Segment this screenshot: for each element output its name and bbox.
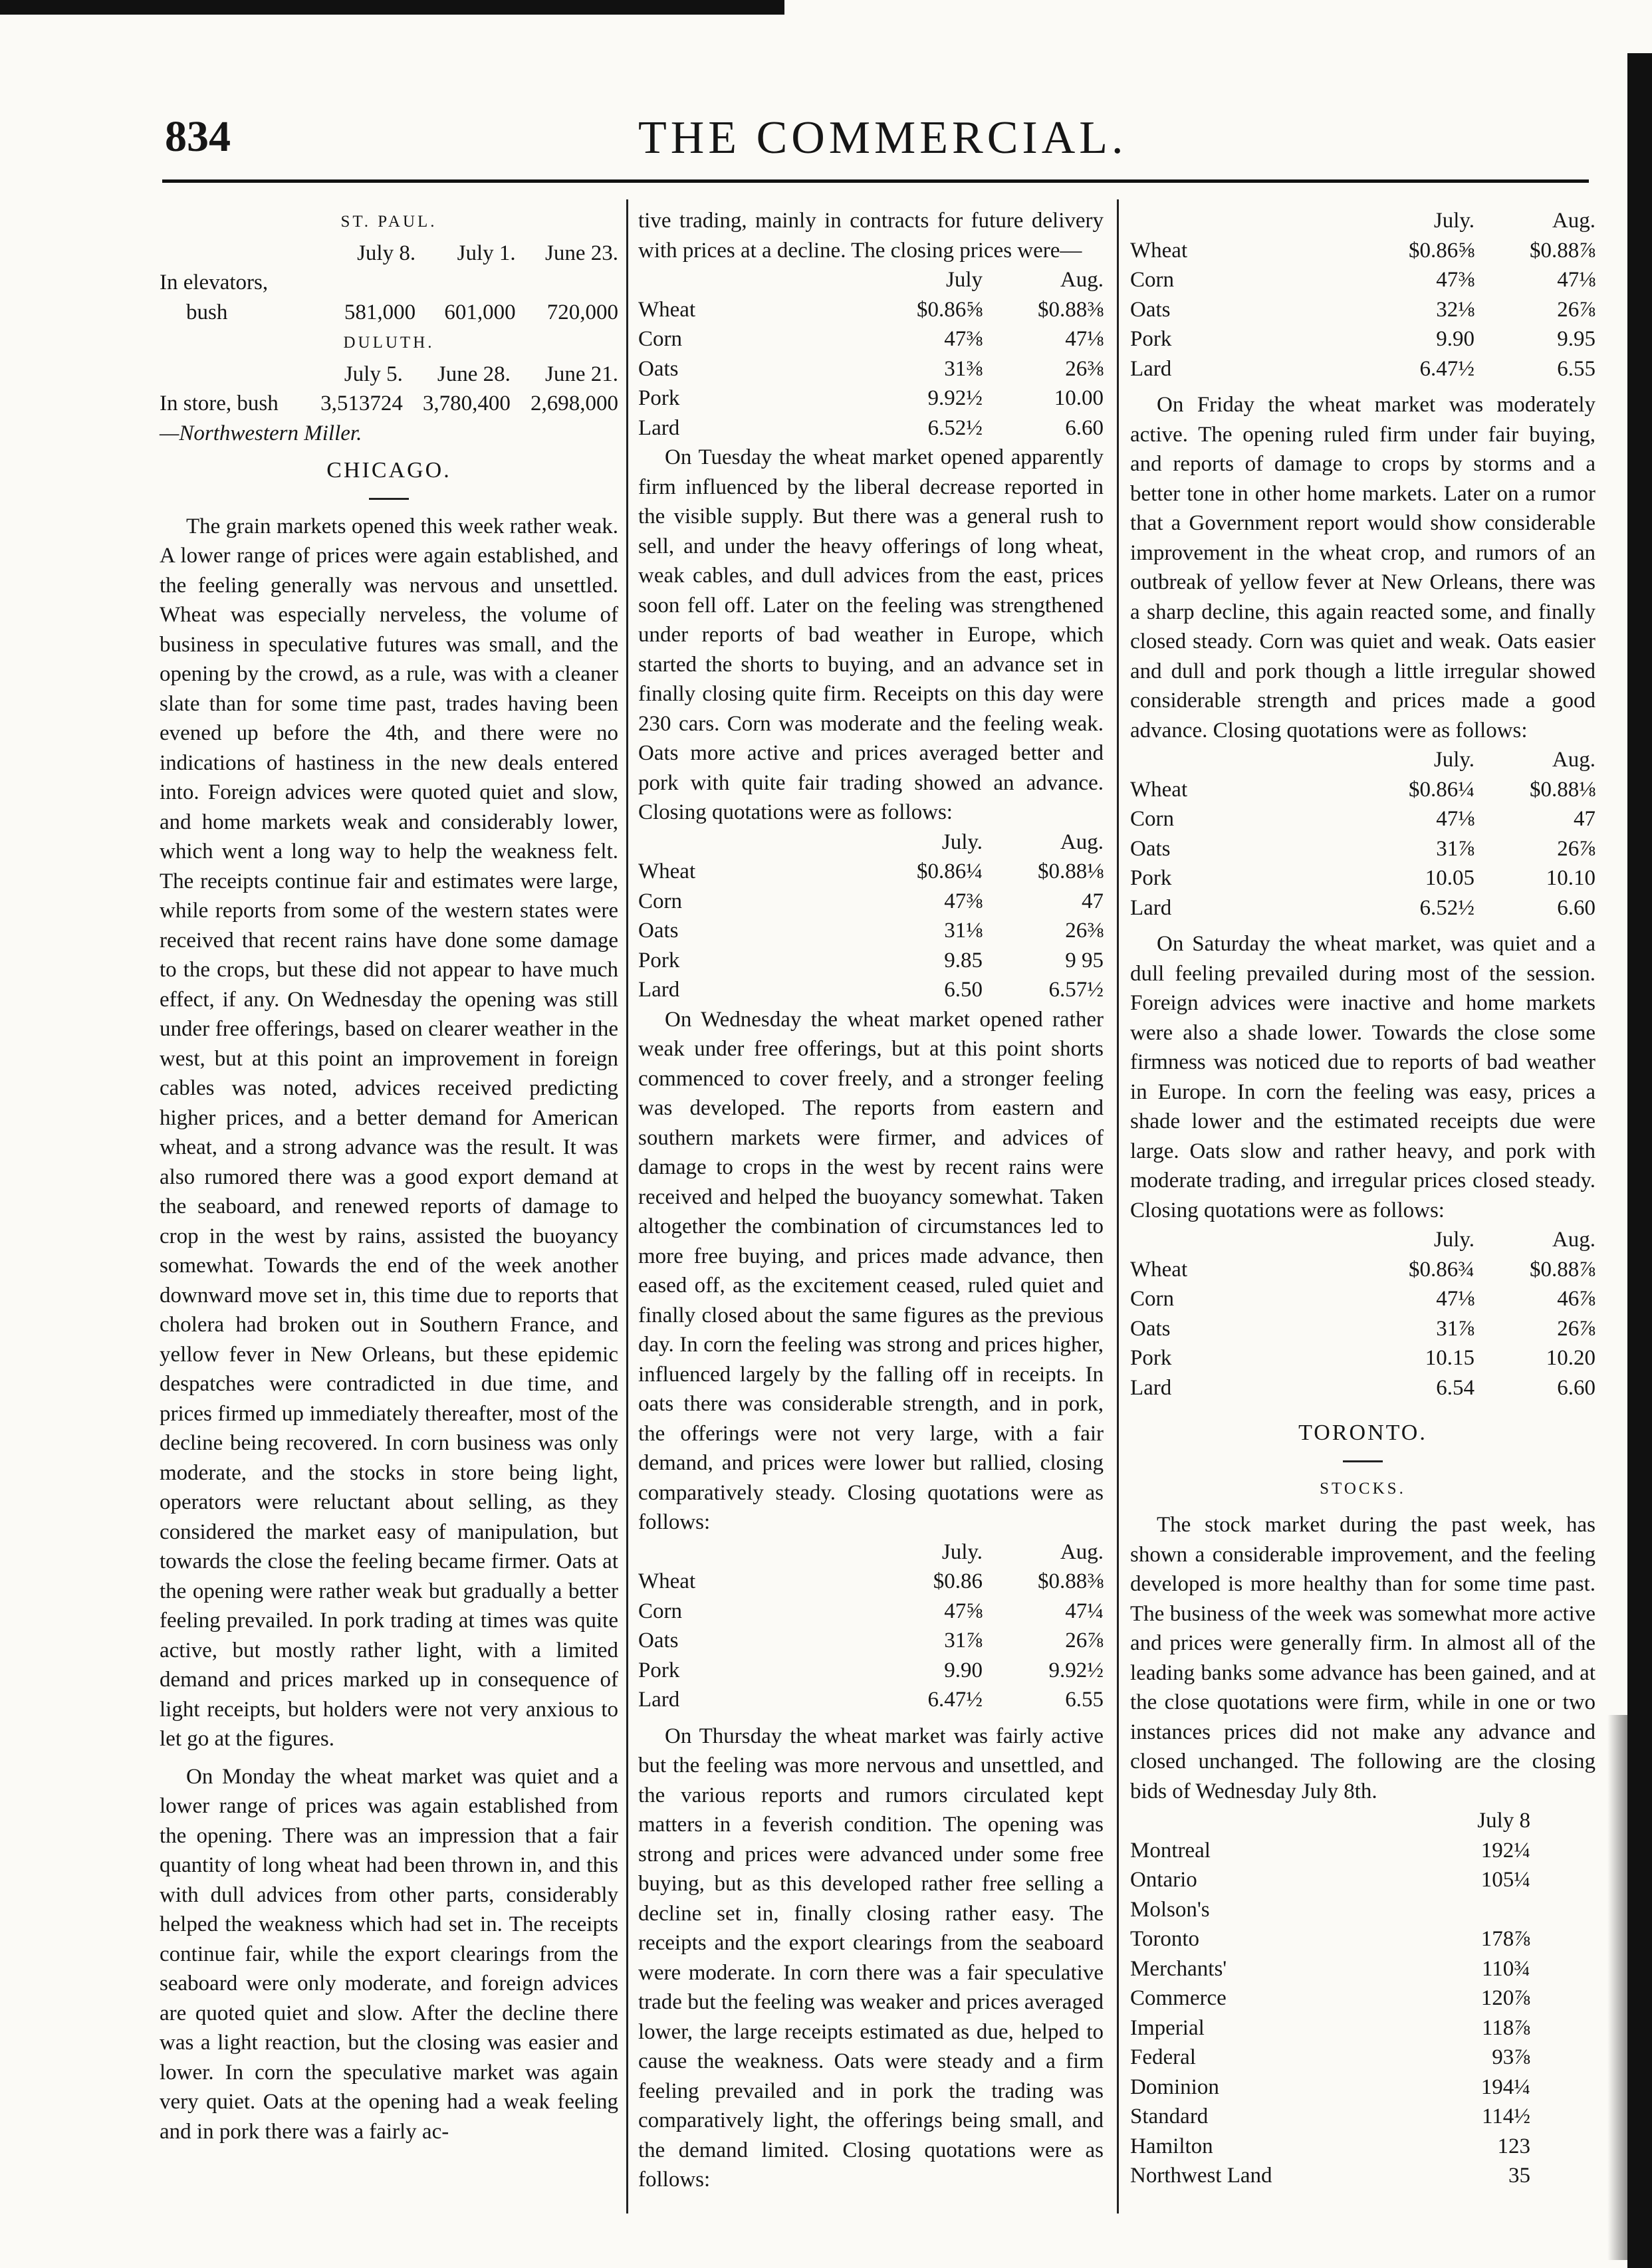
table-row bbox=[1130, 1984, 1595, 2013]
aug-price: 47 bbox=[1574, 807, 1595, 831]
table-row bbox=[1130, 834, 1595, 864]
table-row bbox=[1130, 324, 1595, 354]
stpaul-heading: ST. PAUL. bbox=[340, 213, 437, 231]
table-row bbox=[638, 1597, 1104, 1627]
july-price: $0.86⅝ bbox=[1409, 238, 1475, 263]
table-row bbox=[638, 887, 1104, 917]
stpaul-date-3: June 23. bbox=[545, 241, 618, 265]
commodity-label: Pork bbox=[638, 948, 680, 972]
aug-price: 9.95 bbox=[1557, 327, 1595, 351]
july-price: 6.50 bbox=[944, 978, 983, 1002]
july-price: $0.86⅝ bbox=[917, 297, 983, 322]
bank-name: Toronto bbox=[1130, 1927, 1200, 1951]
table-row bbox=[1130, 295, 1595, 325]
duluth-heading: DULUTH. bbox=[343, 334, 435, 352]
table-row bbox=[1130, 2132, 1595, 2162]
right-edge-bar bbox=[1627, 53, 1652, 2268]
table-row bbox=[1130, 1895, 1595, 1925]
bid-price: 110¾ bbox=[1481, 1956, 1530, 1981]
bank-name: Imperial bbox=[1130, 2015, 1205, 2040]
july-price: 9.92½ bbox=[927, 386, 983, 410]
commodity-label: Wheat bbox=[1130, 238, 1188, 263]
bank-name: Ontario bbox=[1130, 1868, 1197, 1892]
bid-price bbox=[1409, 1895, 1530, 1925]
table3-header-july: July. bbox=[941, 1539, 983, 1564]
section-rule bbox=[1343, 1460, 1383, 1462]
bank-name: Dominion bbox=[1130, 2075, 1219, 2099]
table6-header-july: July. bbox=[1433, 1228, 1475, 1252]
table-row bbox=[638, 354, 1104, 384]
stocks-heading: STOCKS. bbox=[1320, 1479, 1406, 1498]
table-row bbox=[1130, 236, 1595, 266]
july-price: 31⅞ bbox=[1436, 836, 1475, 861]
table-row bbox=[1130, 1343, 1595, 1373]
top-border-bar bbox=[0, 0, 784, 15]
table-row bbox=[1130, 1314, 1595, 1344]
july-price: 31⅜ bbox=[944, 356, 983, 381]
commodity-label: Lard bbox=[1130, 356, 1172, 381]
commodity-label: Pork bbox=[638, 1658, 680, 1682]
duluth-value-3: 2,698,000 bbox=[531, 392, 618, 415]
col3-paragraph-friday: On Friday the wheat market was moderately active. The opening ruled firm under fair buying, and reports of damage to crops by storms and a better tone in other home markets. Later on a rumor that a Government report would show considerable improvement in the wheat crop, and rumors of an outbreak of yellow fever at New Orleans, there was a sharp decline, this again reacted some, and finally closed steady. Corn was quiet and weak. Oats easier and dull and pork though a little irregular showed considerable strength and prices made a good advance. Closing quotations were as follows: bbox=[1130, 393, 1595, 742]
commodity-label: Corn bbox=[1130, 268, 1174, 292]
commodity-label: Lard bbox=[638, 978, 680, 1002]
table-row bbox=[1130, 265, 1595, 295]
duluth-date-3: June 21. bbox=[545, 362, 618, 386]
aug-price: 47⅛ bbox=[1557, 268, 1595, 292]
table-row bbox=[1130, 1373, 1595, 1403]
masthead-rule bbox=[162, 179, 1589, 183]
aug-price: $0.88⅜ bbox=[1038, 297, 1104, 322]
table-row bbox=[1130, 775, 1595, 805]
bid-price: 118⅞ bbox=[1481, 2015, 1530, 2040]
aug-price: 6.60 bbox=[1557, 1375, 1595, 1400]
commodity-label: Corn bbox=[638, 889, 682, 913]
toronto-stocks-paragraph: The stock market during the past week, has shown a considerable improvement, and the feeling developed is more healthy than for some time past. The business of the week was somewhat more active and prices were generally firm. In almost all of the leading banks some advance has been gained, and at the close quotations were firm, while in one or two instances prices did not make any advance and closed unchanged. The following are the closing bids of Wednesday July 8th. bbox=[1130, 1513, 1595, 1803]
duluth-value-2: 3,780,400 bbox=[422, 392, 511, 415]
table-row bbox=[638, 946, 1104, 976]
table1-header-july: July bbox=[945, 268, 983, 292]
bank-name: Molson's bbox=[1130, 1897, 1210, 1922]
table-row bbox=[638, 384, 1104, 413]
july-price: 6.47½ bbox=[1419, 356, 1475, 381]
col2-paragraph-1: tive trading, mainly in contracts for future delivery with prices at a decline. The closing prices were— bbox=[638, 209, 1104, 263]
commodity-label: Lard bbox=[638, 415, 680, 440]
commodity-label: Oats bbox=[1130, 297, 1171, 322]
thursday-quotes-table bbox=[1130, 206, 1595, 384]
table-row bbox=[638, 295, 1104, 325]
bank-name: Commerce bbox=[1130, 1986, 1227, 2010]
aug-price: 47⅛ bbox=[1065, 327, 1104, 351]
aug-price: $0.88⅜ bbox=[1038, 1569, 1104, 1593]
aug-price: 26⅞ bbox=[1065, 1629, 1104, 1652]
page-number: 834 bbox=[165, 112, 231, 161]
table-row bbox=[1130, 863, 1595, 893]
aug-price: $0.88⅞ bbox=[1530, 1257, 1595, 1282]
aug-price: 10.00 bbox=[1054, 386, 1104, 410]
col3-paragraph-saturday: On Saturday the wheat market, was quiet and a dull feeling prevailed during most of the session. Foreign advices were inactive and home markets were also a shade lower. Towards the close some firmness was noticed due to reports of bad weather in Europe. In corn the feeling was easy, prices a shade lower and the estimated receipts due were large. Oats slow and rather heavy, and pork with moderate trading, and irregular prices closed steady. Closing quotations were as follows: bbox=[1130, 932, 1595, 1222]
table6-header-aug: Aug. bbox=[1552, 1228, 1595, 1252]
aug-price: 6.55 bbox=[1065, 1688, 1104, 1712]
july-price: 32⅛ bbox=[1436, 297, 1475, 322]
commodity-label: Oats bbox=[1130, 1316, 1171, 1341]
bank-name: Montreal bbox=[1130, 1838, 1211, 1863]
commodity-label: Oats bbox=[638, 1629, 679, 1652]
masthead-title: THE COMMERCIAL. bbox=[638, 112, 1127, 164]
table5-header-july: July. bbox=[1433, 748, 1475, 772]
aug-price: $0.88⅛ bbox=[1038, 859, 1104, 883]
col2-paragraph-tuesday: On Tuesday the wheat market opened apparently firm influenced by the liberal decrease reported in the visible supply. But there was a general rush to sell, and under the heavy offerings of long wheat, weak cables, and dull advices from the east, prices soon fell off. Later on the feeling was strengthened under reports of bad weather in Europe, which started the shorts to buying, and an advance set in finally closing quite firm. Receipts on this day were 230 cars. Corn was moderate and the feeling weak. Oats more active and prices averaged better and pork with quite fair trading showed an advance. Closing quotations were as follows: bbox=[638, 445, 1104, 824]
table-row bbox=[638, 916, 1104, 946]
commodity-label: Corn bbox=[1130, 1287, 1174, 1311]
table2-header-july: July. bbox=[941, 830, 983, 854]
right-edge-shadow bbox=[1607, 1715, 1627, 2260]
aug-price: 6.55 bbox=[1557, 356, 1595, 381]
aug-price: 9 95 bbox=[1065, 948, 1104, 972]
aug-price: 6.60 bbox=[1065, 415, 1104, 440]
bank-name: Standard bbox=[1130, 2104, 1209, 2128]
bid-price: 105¼ bbox=[1480, 1868, 1530, 1892]
july-price: 31⅞ bbox=[1436, 1316, 1475, 1341]
bank-name: Merchants' bbox=[1130, 1956, 1227, 1981]
july-price: 10.05 bbox=[1425, 866, 1475, 890]
bid-price: 93⅞ bbox=[1492, 2045, 1530, 2069]
aug-price: 26⅞ bbox=[1557, 297, 1595, 322]
monday-quotes-table bbox=[638, 265, 1104, 443]
aug-price: 47 bbox=[1082, 889, 1104, 913]
stpaul-row-label-2: bush bbox=[186, 300, 228, 324]
july-price: 31⅞ bbox=[944, 1629, 983, 1652]
commodity-label: Corn bbox=[1130, 807, 1174, 831]
saturday-quotes-table bbox=[1130, 1225, 1595, 1403]
table-row bbox=[1130, 1924, 1595, 1954]
july-price: $0.86¼ bbox=[917, 859, 983, 883]
commodity-label: Wheat bbox=[1130, 1257, 1188, 1282]
column-divider-1 bbox=[626, 199, 628, 2213]
stocks-table bbox=[1130, 1806, 1595, 2191]
toronto-heading: TORONTO. bbox=[1298, 1420, 1427, 1445]
column-2 bbox=[638, 206, 1104, 2195]
bid-price: 123 bbox=[1497, 2134, 1530, 2158]
duluth-date-2: June 28. bbox=[437, 362, 511, 386]
table-row bbox=[638, 1685, 1104, 1715]
aug-price: 26⅞ bbox=[1557, 1316, 1595, 1341]
table-row bbox=[1130, 354, 1595, 384]
july-price: 10.15 bbox=[1425, 1346, 1475, 1370]
commodity-label: Wheat bbox=[638, 1569, 696, 1593]
column-1 bbox=[160, 206, 618, 2146]
bid-price: 192¼ bbox=[1480, 1838, 1530, 1863]
commodity-label: Pork bbox=[1130, 866, 1172, 890]
table2-header-aug: Aug. bbox=[1060, 830, 1104, 854]
aug-price: 10.20 bbox=[1546, 1346, 1595, 1370]
table-row bbox=[638, 413, 1104, 443]
stocks-header-date: July 8 bbox=[1477, 1809, 1530, 1833]
commodity-label: Corn bbox=[638, 1599, 682, 1623]
commodity-label: Pork bbox=[1130, 327, 1172, 351]
duluth-date-1: July 5. bbox=[344, 362, 403, 386]
aug-price: 47¼ bbox=[1065, 1599, 1104, 1623]
july-price: 47⅝ bbox=[944, 1599, 983, 1623]
table-row bbox=[638, 975, 1104, 1005]
table-row bbox=[638, 324, 1104, 354]
table-row bbox=[1130, 804, 1595, 834]
bid-price: 35 bbox=[1508, 2164, 1530, 2188]
july-price: 6.52½ bbox=[927, 415, 983, 440]
bid-price: 120⅞ bbox=[1480, 1986, 1530, 2010]
table4-header-july: July. bbox=[1433, 209, 1475, 233]
section-rule bbox=[369, 498, 409, 500]
stpaul-value-2: 601,000 bbox=[444, 300, 516, 324]
july-price: 9.85 bbox=[944, 948, 983, 972]
duluth-row-label: In store, bush bbox=[160, 392, 279, 415]
bid-price: 194¼ bbox=[1480, 2075, 1530, 2099]
column-3 bbox=[1130, 206, 1595, 2191]
table-row bbox=[1130, 2161, 1595, 2191]
chicago-paragraph-1: The grain markets opened this week rather weak. A lower range of prices were again established, and the feeling generally was nervous and unsettled. Wheat was especially nerveless, the volume of business in speculative futures was small, and the opening by the crowd, as a rule, was with a cleaner slate than for some time past, trades having been evened up before the 4th, and there were no indications of hastiness in the new deals entered into. Foreign advices were quoted quiet and slow, and home markets weak and considerably lower, which went a long way to help the weakness felt. The receipts continue fair and estimates were large, while reports from some of the western states were received that recent rains have done some damage to the crops, but these did not appear to have much effect, if any. On Wednesday the opening was still under free offerings, based on clearer weather in the west, but at this point an improvement in foreign cables was noted, advices received predicting higher prices, and a better demand for American wheat, and a strong advance was the result. It was also rumored there was a good export demand at the seaboard, and renewed reports of damage to crop in the west by rains, assisted the buoyancy somewhat. Towards the end of the week another downward move set in, this time due to reports that cholera had broken out in Southern France, and yellow fever in New Orleans, but these epidemic despatches were contradicted in due time, and prices firmed up immediately thereafter, most of the decline being recovered. In corn business was only moderate, and the stocks in store being light, operators were reluctant about selling, as they considered the market easy of manipulation, but towards the close the feeling became firmer. Oats at the opening were rather weak but gradually a better feeling prevailed. In pork trading at times was quite active, but mostly rather light, with a limited demand and prices marked up in consequence of light receipts, but holders were not very anxious to let go at the figures. bbox=[160, 514, 618, 1751]
table-row bbox=[1130, 1284, 1595, 1314]
stpaul-date-1: July 8. bbox=[357, 241, 416, 265]
table-row bbox=[1130, 2013, 1595, 2043]
table-row bbox=[1130, 2043, 1595, 2073]
july-price: $0.86¾ bbox=[1409, 1257, 1475, 1282]
aug-price: 6.57½ bbox=[1048, 978, 1104, 1002]
commodity-label: Lard bbox=[1130, 1375, 1172, 1400]
commodity-label: Oats bbox=[638, 356, 679, 381]
bank-name: Hamilton bbox=[1130, 2134, 1213, 2158]
table-row bbox=[1130, 1255, 1595, 1285]
table-row bbox=[1130, 1836, 1595, 1866]
commodity-label: Pork bbox=[638, 386, 680, 410]
july-price: 9.90 bbox=[944, 1658, 983, 1682]
col2-paragraph-wednesday: On Wednesday the wheat market opened rather weak under free offerings, but at this point shorts commenced to cover freely, and a stronger feeling was developed. The reports from eastern and southern markets were firmer, and advices of damage to crops in the west by recent rains were received and helped the buoyancy somewhat. Taken altogether the combination of circumstances led to more free buying, and prices made advance, then eased off, as the excitement ceased, ruled quiet and finally closed about the same figures as the previous day. In corn the feeling was strong and prices higher, influenced largely by the falling off in receipts. In oats there was considerable strength, and in pork, the offerings were not very large, with a fair demand, and prices were lower but rallied, closing comparatively steady. Closing quotations were as follows: bbox=[638, 1007, 1104, 1534]
bid-price: 114½ bbox=[1481, 2104, 1530, 2128]
bank-name: Northwest Land bbox=[1130, 2164, 1272, 2188]
commodity-label: Corn bbox=[638, 327, 682, 351]
aug-price: 10.10 bbox=[1546, 866, 1595, 890]
aug-price: $0.88⅛ bbox=[1530, 777, 1595, 802]
table4-header-aug: Aug. bbox=[1552, 209, 1595, 233]
stpaul-value-3: 720,000 bbox=[546, 300, 618, 324]
table-row bbox=[1130, 1865, 1595, 1895]
stpaul-date-2: July 1. bbox=[457, 241, 516, 265]
aug-price: 6.60 bbox=[1557, 895, 1595, 920]
july-price: $0.86¼ bbox=[1409, 777, 1475, 802]
table-row bbox=[1130, 1954, 1595, 1984]
commodity-label: Pork bbox=[1130, 1346, 1172, 1370]
chicago-heading: CHICAGO. bbox=[326, 458, 451, 483]
stpaul-row-label-1: In elevators, bbox=[160, 271, 269, 294]
table-row bbox=[1130, 2102, 1595, 2132]
stpaul-table bbox=[160, 239, 618, 328]
commodity-label: Oats bbox=[1130, 836, 1171, 861]
commodity-label: Oats bbox=[638, 919, 679, 943]
july-price: 47⅜ bbox=[1436, 268, 1475, 292]
friday-quotes-table bbox=[1130, 745, 1595, 923]
table3-header-aug: Aug. bbox=[1060, 1539, 1104, 1564]
table-row bbox=[1130, 2073, 1595, 2102]
aug-price: $0.88⅞ bbox=[1530, 238, 1595, 263]
july-price: 31⅛ bbox=[944, 919, 983, 943]
july-price: 6.54 bbox=[1436, 1375, 1475, 1400]
table-row bbox=[638, 857, 1104, 887]
aug-price: 26⅞ bbox=[1557, 836, 1595, 861]
chicago-paragraph-2: On Monday the wheat market was quiet and a lower range of prices was again established from the opening. There was an impression that a fair quantity of long wheat had been thrown in, and this with dull advices from other parts, considerably helped the weakness which had set in. The receipts continue fair, while the export clearings from the seaboard were only moderate, and foreign advices are quoted quiet and slow. After the decline there was a light reaction, but the closing was easier and lower. In corn the speculative market was again very quiet. Oats at the opening had a weak feeling and in pork there was a fairly ac- bbox=[160, 1764, 618, 2144]
stpaul-value-1: 581,000 bbox=[344, 300, 416, 324]
col2-paragraph-thursday: On Thursday the wheat market was fairly active but the feeling was more nervous and unsettled, and the various reports and rumors circulated kept matters in a feverish condition. The opening was strong and prices were advanced under some free buying, but as this developed rather free selling a decline set in, finally closing rather easy. The receipts and the export clearings from the seaboard were moderate. In corn there was a fair speculative trade but the feeling was weaker and prices averaged lower, the large receipts estimated as due, helped to cause the weakness. Oats were steady and a firm feeling prevailed and in pork the trading was comparatively light, the offerings being small, and the demand limited. Closing quotations were as follows: bbox=[638, 1724, 1104, 2192]
commodity-label: Lard bbox=[638, 1688, 680, 1712]
column-divider-2 bbox=[1117, 199, 1119, 2213]
table-row bbox=[638, 1626, 1104, 1656]
commodity-label: Wheat bbox=[638, 859, 696, 883]
table-row bbox=[638, 1567, 1104, 1597]
july-price: $0.86 bbox=[933, 1569, 983, 1593]
aug-price: 26⅜ bbox=[1065, 356, 1104, 381]
duluth-value-1: 3,513724 bbox=[320, 392, 403, 415]
table5-header-aug: Aug. bbox=[1552, 748, 1595, 772]
july-price: 6.52½ bbox=[1419, 895, 1475, 920]
aug-price: 9.92½ bbox=[1048, 1658, 1104, 1682]
wednesday-quotes-table bbox=[638, 1537, 1104, 1715]
july-price: 9.90 bbox=[1436, 327, 1475, 351]
tuesday-quotes-table bbox=[638, 828, 1104, 1005]
aug-price: 26⅜ bbox=[1065, 919, 1104, 943]
table1-header-aug: Aug. bbox=[1060, 268, 1104, 292]
july-price: 47⅛ bbox=[1436, 1287, 1475, 1311]
commodity-label: Wheat bbox=[638, 297, 696, 322]
commodity-label: Wheat bbox=[1130, 777, 1188, 802]
bank-name: Federal bbox=[1130, 2045, 1196, 2069]
july-price: 6.47½ bbox=[927, 1688, 983, 1712]
aug-price: 46⅞ bbox=[1557, 1287, 1595, 1311]
july-price: 47⅛ bbox=[1436, 807, 1475, 831]
july-price: 47⅜ bbox=[944, 327, 983, 351]
commodity-label: Lard bbox=[1130, 895, 1172, 920]
source-credit: —Northwestern Miller. bbox=[160, 421, 362, 445]
table-row bbox=[638, 1656, 1104, 1686]
duluth-table bbox=[160, 360, 618, 419]
bid-price: 178⅞ bbox=[1480, 1927, 1530, 1951]
table-row bbox=[1130, 893, 1595, 923]
july-price: 47⅜ bbox=[944, 889, 983, 913]
